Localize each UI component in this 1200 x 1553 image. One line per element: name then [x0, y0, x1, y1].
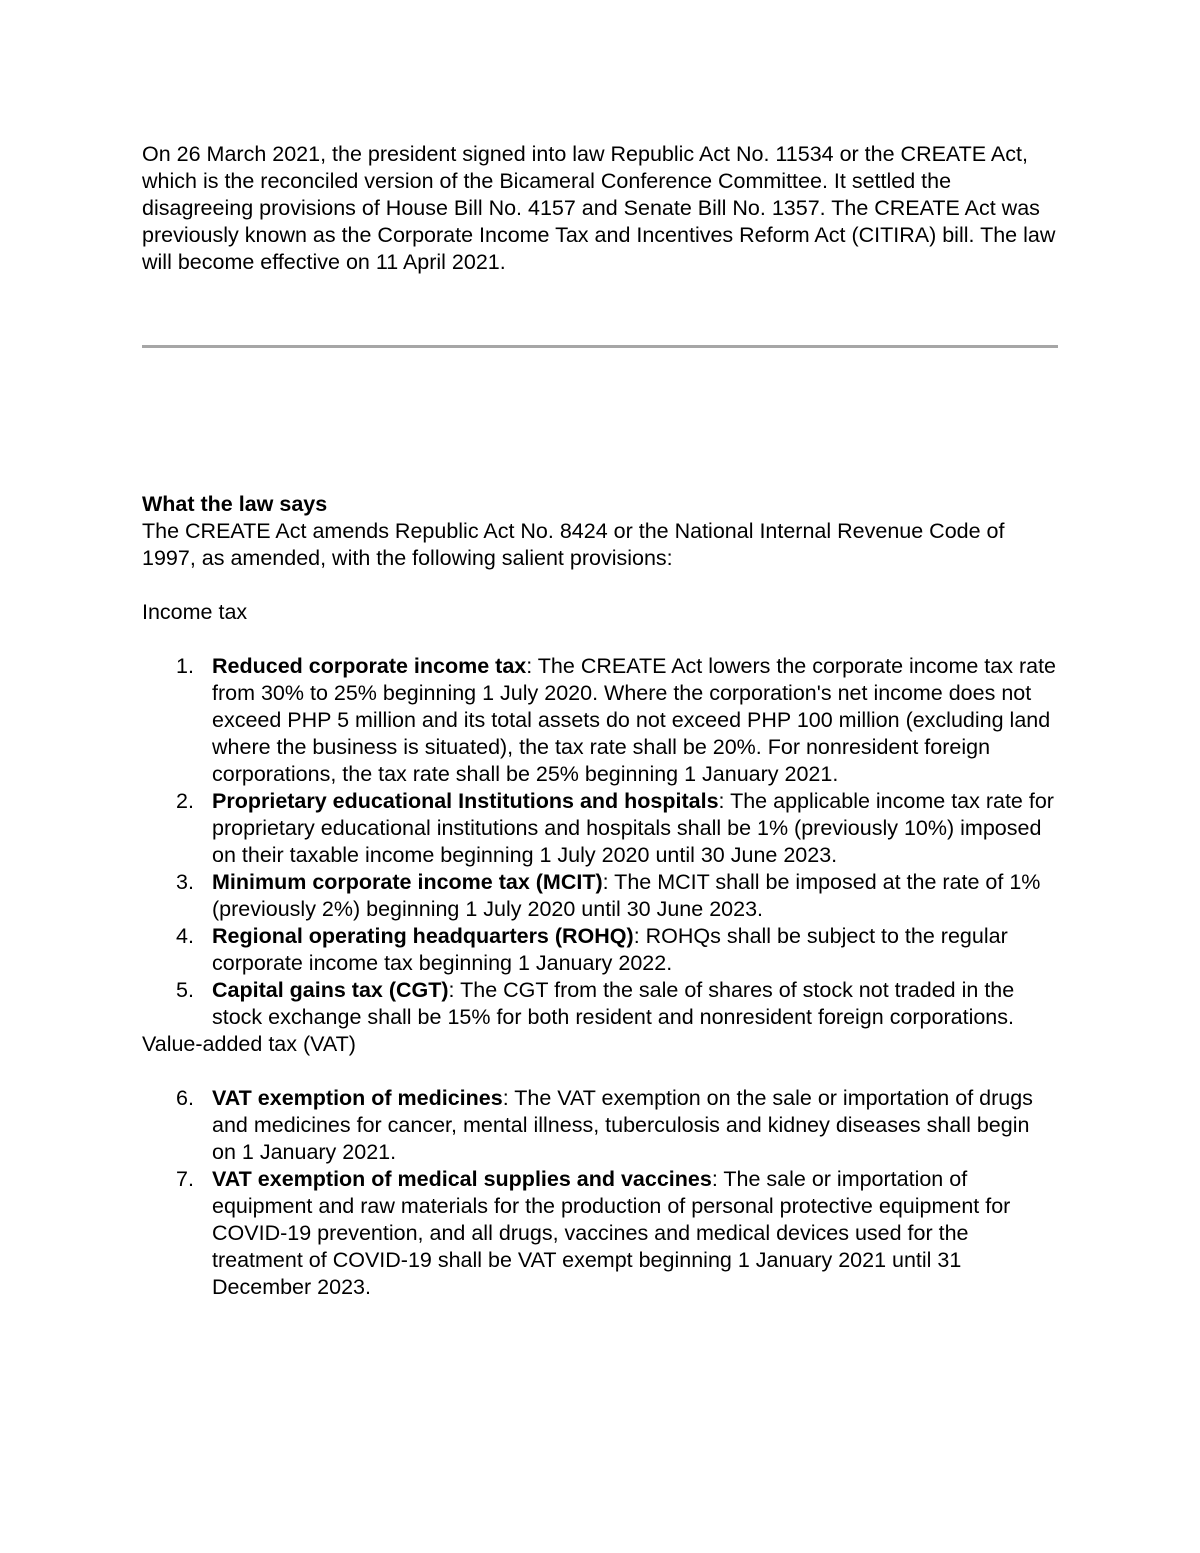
item-title: Regional operating headquarters (ROHQ) — [212, 924, 634, 948]
list-item — [142, 788, 1058, 869]
list-item — [142, 653, 1058, 788]
horizontal-divider — [142, 345, 1058, 348]
item-body: : The MCIT shall be imposed at the rate of 1% (previously 2%) beginning 1 July 2020 until 30 June 2023. — [212, 870, 1041, 921]
vat-list — [142, 1085, 1058, 1301]
list-item — [142, 869, 1058, 923]
vat-label: Value-added tax (VAT) — [142, 1032, 356, 1056]
item-title: Proprietary educational Institutions and hospitals — [212, 789, 719, 813]
section-lead: The CREATE Act amends Republic Act No. 8424 or the National Internal Revenue Code of 1997, as amended, with the following salient provisions: — [142, 519, 1005, 570]
item-body: : The sale or importation of equipment and raw materials for the production of personal protective equipment for COVID-19 prevention, and all drugs, vaccines and medical devices used for the treatment of COVID-19 shall be VAT exempt beginning 1 January 2021 until 31 December 2023. — [212, 1167, 1011, 1299]
item-number: 4. — [176, 924, 194, 948]
item-number: 3. — [176, 870, 194, 894]
item-body: : ROHQs shall be subject to the regular corporate income tax beginning 1 January 2022. — [212, 924, 1008, 975]
list-item — [142, 923, 1058, 977]
item-number: 5. — [176, 978, 194, 1002]
item-number: 6. — [176, 1086, 194, 1110]
income-tax-label: Income tax — [142, 600, 248, 624]
item-body: : The VAT exemption on the sale or importation of drugs and medicines for cancer, mental illness, tuberculosis and kidney diseases shall begin on 1 January 2021. — [212, 1086, 1033, 1164]
item-number: 2. — [176, 789, 194, 813]
item-body: : The applicable income tax rate for proprietary educational institutions and hospitals shall be 1% (previously 10%) imposed on their taxable income beginning 1 July 2020 until 30 June 2023. — [212, 789, 1054, 867]
law-section — [142, 491, 1058, 1301]
item-title: Reduced corporate income tax — [212, 654, 527, 678]
list-item — [142, 1085, 1058, 1166]
item-body: : The CREATE Act lowers the corporate income tax rate from 30% to 25% beginning 1 July 2020. Where the corporation's net income does not exceed PHP 5 million and its total assets do not exceed PHP 100 million (excluding land where the business is situated), the tax rate shall be 20%. For nonresident foreign corporations, the tax rate shall be 25% beginning 1 January 2021. — [212, 654, 1056, 786]
list-item — [142, 1166, 1058, 1301]
item-number: 1. — [176, 654, 194, 678]
item-title: Capital gains tax (CGT) — [212, 978, 449, 1002]
item-body: : The CGT from the sale of shares of stock not traded in the stock exchange shall be 15% for both resident and nonresident foreign corporations. — [212, 978, 1015, 1029]
item-title: VAT exemption of medical supplies and vaccines — [212, 1167, 712, 1191]
item-title: VAT exemption of medicines — [212, 1086, 503, 1110]
intro-paragraph: On 26 March 2021, the president signed into law Republic Act No. 11534 or the CREATE Act, which is the reconciled version of the Bicameral Conference Committee. It settled the disagreeing provisions of House Bill No. 4157 and Senate Bill No. 1357. The CREATE Act was previously known as the Corporate Income Tax and Incentives Reform Act (CITIRA) bill. The law will become effective on 11 April 2021. — [142, 142, 1056, 274]
section-heading: What the law says — [142, 492, 328, 516]
item-number: 7. — [176, 1167, 194, 1191]
item-title: Minimum corporate income tax (MCIT) — [212, 870, 603, 894]
income-tax-list — [142, 653, 1058, 1031]
list-item — [142, 977, 1058, 1031]
